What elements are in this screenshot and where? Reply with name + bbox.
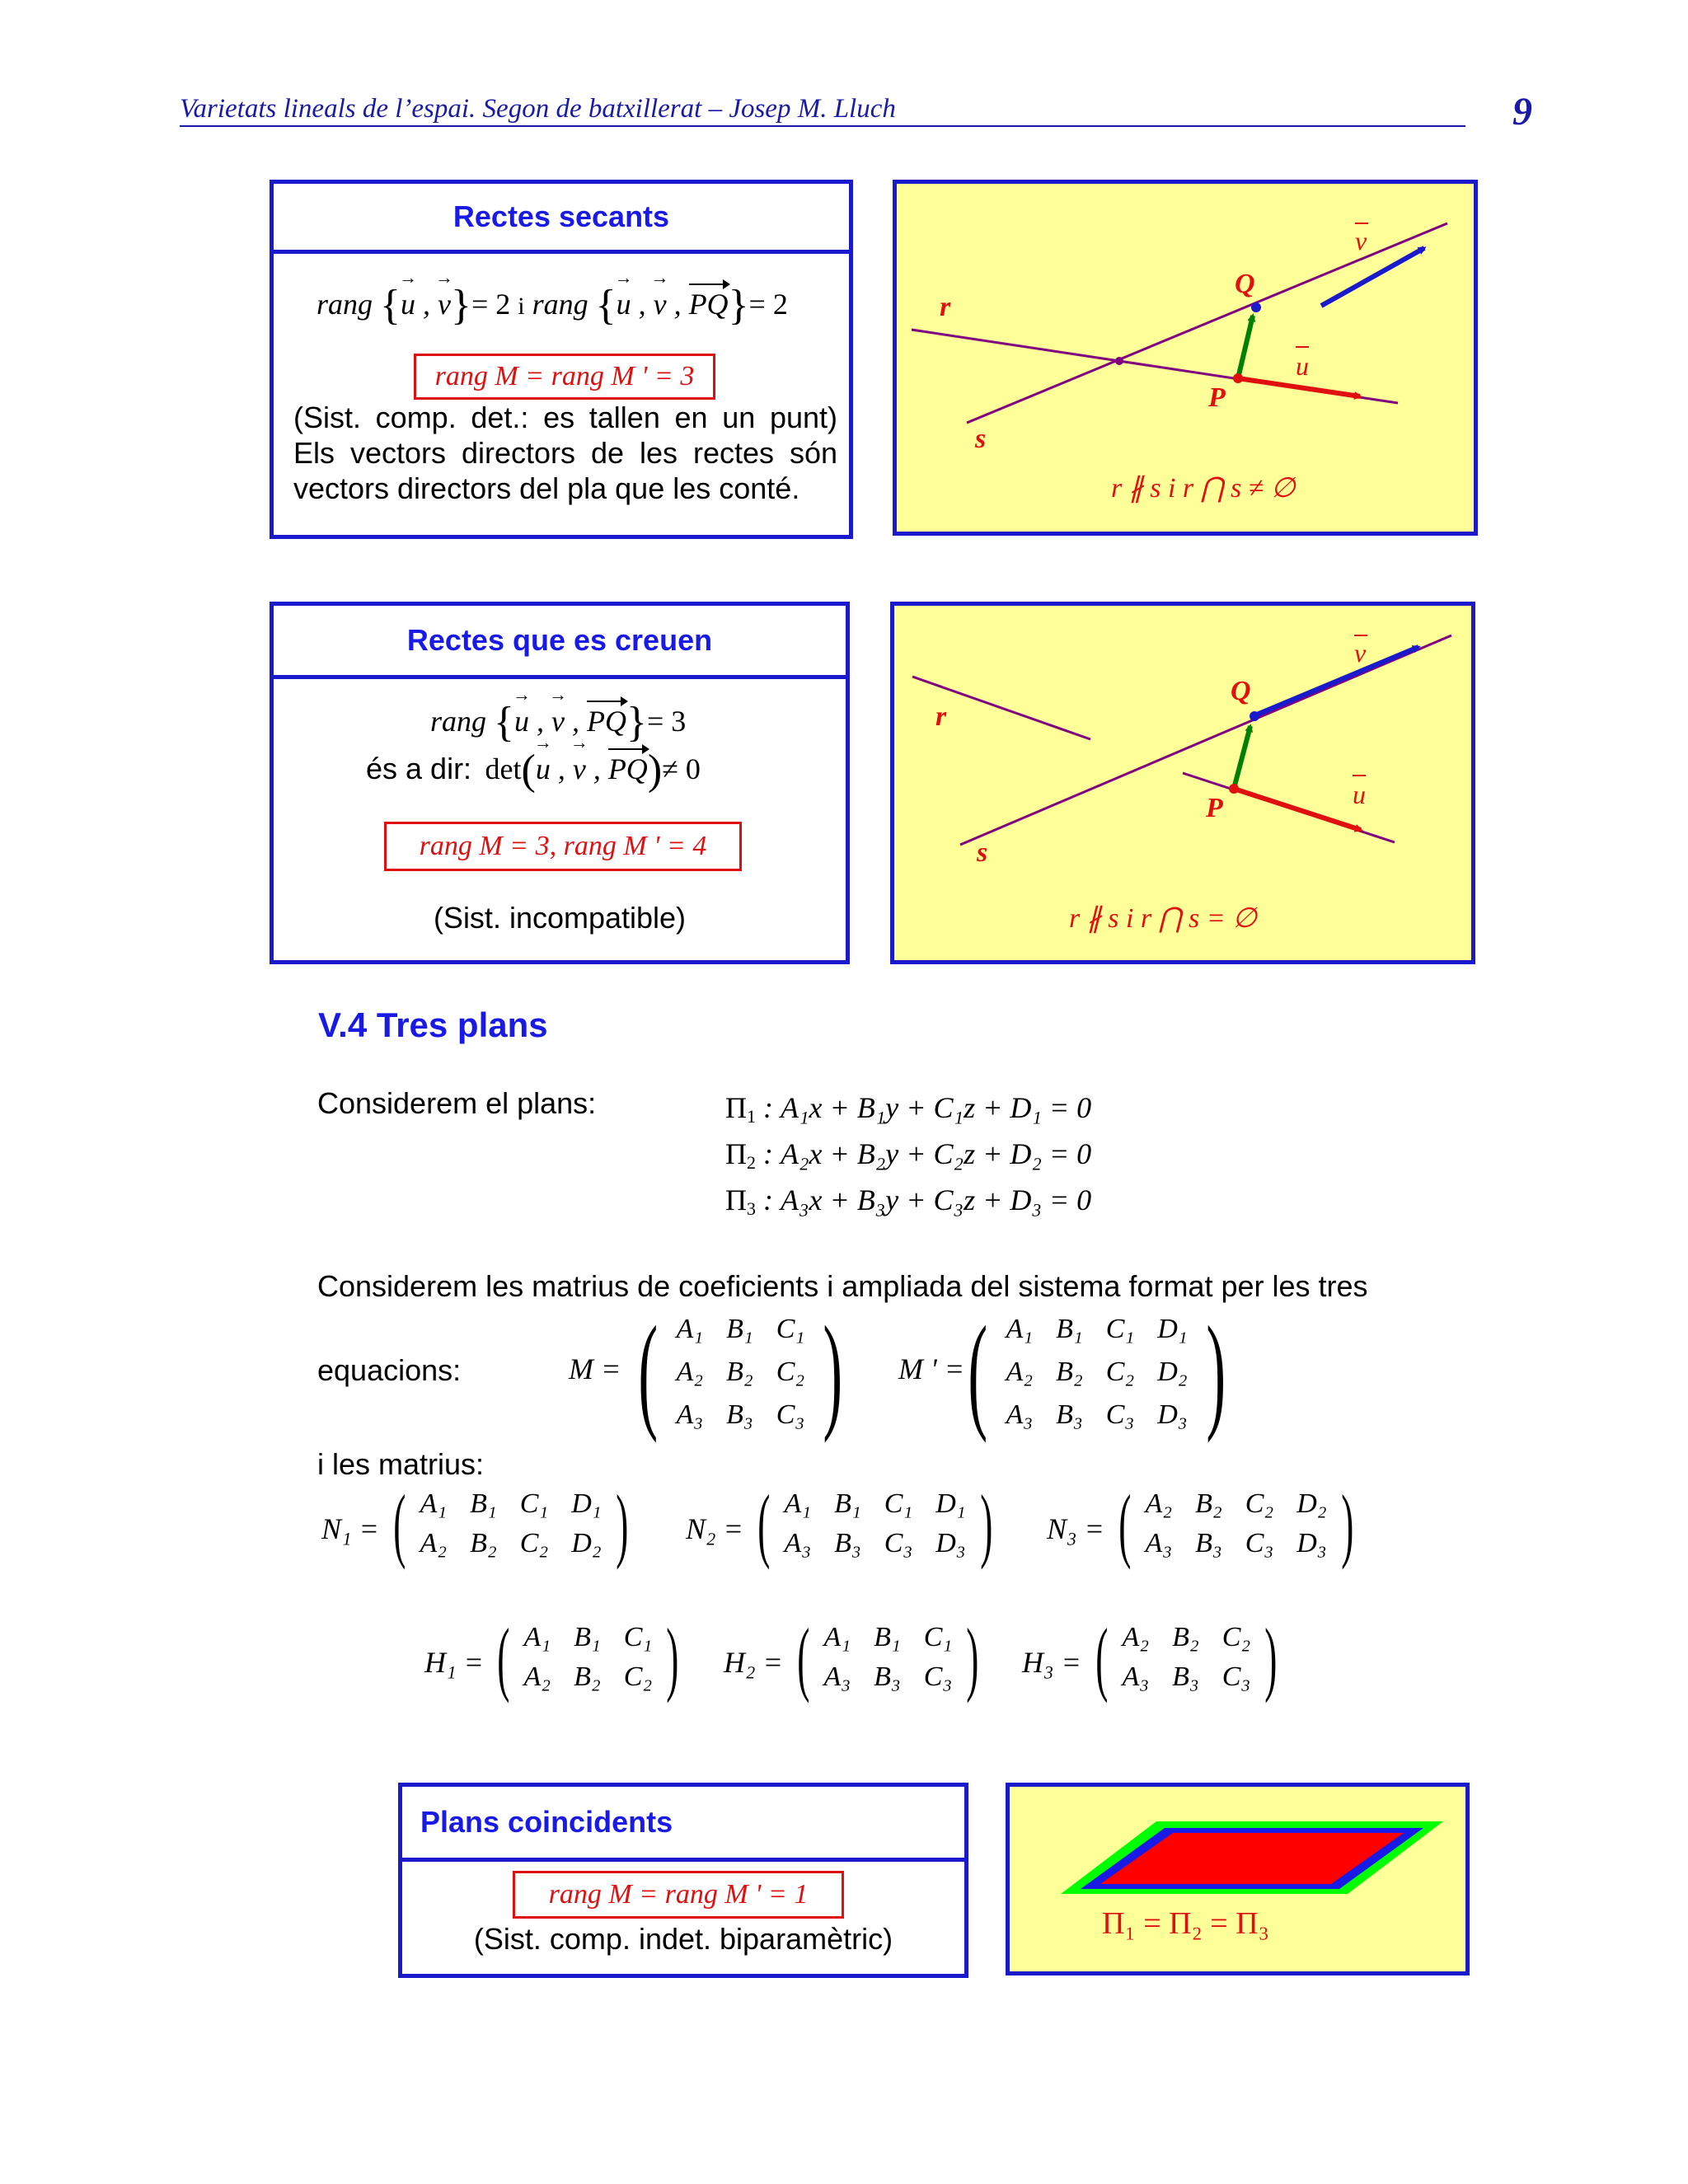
matrix-cell: C₁ xyxy=(884,1488,913,1519)
Mp-label: M ' = xyxy=(898,1352,964,1385)
matrix-cell: C₂ xyxy=(1245,1488,1274,1519)
matrix-cell: A₂ xyxy=(1006,1357,1034,1387)
matrix-cell: B₂ xyxy=(1172,1622,1199,1652)
secants-title: Rectes secants xyxy=(274,184,849,254)
matrix-cell: A₃ xyxy=(784,1528,812,1558)
planes-intro: Considerem el plans: xyxy=(317,1086,597,1120)
rang-word: rang xyxy=(532,288,588,321)
matrix-cell: B₂ xyxy=(726,1357,753,1387)
plane-equations xyxy=(725,1085,1091,1223)
vector-pq: PQ xyxy=(689,284,729,321)
matrix-left-paren: ( xyxy=(1095,1611,1109,1704)
vector-v: → v xyxy=(438,287,451,321)
vector-v-arrow xyxy=(1321,248,1424,306)
matrix-cell: D₂ xyxy=(1296,1488,1327,1519)
matrix-cell: C₂ xyxy=(1221,1622,1251,1652)
secants-diagram xyxy=(897,184,1474,532)
header-title: Varietats lineals de l’espai. Segon de batxillerat – Josep M. Lluch xyxy=(180,94,896,124)
label-v: v xyxy=(1354,638,1367,668)
matrix-cell: B₂ xyxy=(470,1528,497,1558)
matrix-H2 xyxy=(790,1611,987,1704)
matrix-cell: A₁ xyxy=(1006,1314,1034,1344)
N2-label: N₂ = xyxy=(686,1512,743,1545)
matrix-left-paren: ( xyxy=(797,1611,810,1704)
matrix-cell: C₁ xyxy=(776,1314,805,1344)
matrix-cell: D₂ xyxy=(1157,1357,1188,1387)
plane-eq-1: $\Pi_1$ : A₁x + B₁y + C₁z + D₁ = 0 xyxy=(725,1091,1092,1127)
label-r: r xyxy=(940,292,951,322)
matrix-right-paren: ) xyxy=(979,1478,992,1570)
matrix-right-paren: ) xyxy=(666,1611,679,1704)
vector-v: → v xyxy=(573,752,586,786)
vector-u: → u xyxy=(617,287,631,321)
creuen-title: Rectes que es creuen xyxy=(274,606,846,679)
matrix-right-paren: ) xyxy=(1264,1611,1278,1704)
rang-word: rang xyxy=(430,705,487,738)
coincident-planes-diagram xyxy=(1010,1787,1465,1971)
vector-pq: PQ xyxy=(587,701,626,738)
plane-eq-3: $\Pi_3$ : A₃x + B₃y + C₃z + D₃ = 0 xyxy=(725,1183,1092,1219)
vector-u-arrow xyxy=(1234,789,1361,830)
coincidents-note: (Sist. comp. indet. biparamètric) xyxy=(473,1922,893,1956)
matrix-cell: B₃ xyxy=(1172,1661,1199,1692)
intersection-point xyxy=(1115,357,1123,365)
matrix-cell: B₃ xyxy=(874,1661,901,1692)
matrix-right-paren: ) xyxy=(1206,1300,1226,1444)
matrix-right-paren: ) xyxy=(823,1300,843,1444)
matrix-cell: B₁ xyxy=(574,1622,601,1652)
matrix-cell: D₁ xyxy=(1157,1314,1188,1344)
vector-u: → u xyxy=(514,704,529,738)
matrices-text: Considerem les matrius de coeficients i ampliada del sistema format per les tres xyxy=(317,1269,1368,1303)
matrix-left-paren: ( xyxy=(497,1611,510,1704)
coincidents-title: Plans coincidents xyxy=(402,1787,964,1862)
matrix-cell: A₃ xyxy=(823,1661,851,1692)
matrix-cell: C₃ xyxy=(1221,1661,1251,1692)
vector-v-arrow xyxy=(1257,647,1418,715)
label-v: v xyxy=(1355,226,1367,255)
matrix-Mp xyxy=(956,1300,1237,1444)
matrix-cell: D₂ xyxy=(571,1528,602,1558)
matrix-cell: C₂ xyxy=(1105,1357,1135,1387)
vector-u: → u xyxy=(536,752,551,786)
coincidents-caption: Π₁ = Π₂ = Π₃ xyxy=(1102,1906,1269,1941)
matrix-cell: D₃ xyxy=(1296,1528,1327,1558)
matrix-left-paren: ( xyxy=(393,1478,406,1570)
matrix-cell: B₂ xyxy=(574,1661,601,1692)
secants-description: (Sist. comp. det.: es tallen en un punt) Els vectors directors de les rectes són vectors directors del pla que les conté. xyxy=(293,401,837,505)
matrix-N1 xyxy=(386,1480,635,1568)
matrix-cell: D₃ xyxy=(935,1528,966,1558)
creuen-diagram xyxy=(894,606,1471,960)
point-q xyxy=(1250,711,1259,721)
N3-label: N₃ = xyxy=(1047,1512,1104,1545)
matrix-cell: C₃ xyxy=(1105,1399,1135,1430)
matrix-cell: B₁ xyxy=(726,1314,753,1344)
matrix-cell: A₃ xyxy=(1122,1661,1150,1692)
point-p xyxy=(1233,373,1243,383)
matrix-cell: A₂ xyxy=(420,1528,448,1558)
matrix-cell: C₂ xyxy=(519,1528,549,1558)
les-matrius: i les matrius: xyxy=(317,1447,485,1481)
matrix-cell: A₂ xyxy=(1122,1622,1150,1652)
H3-label: H₃ = xyxy=(1022,1646,1081,1679)
det-neq: ≠ 0 xyxy=(662,752,701,785)
vector-v: → v xyxy=(551,704,565,738)
creuen-rank-box: rang M = 3, rang M ' = 4 xyxy=(384,822,742,871)
matrix-cell: B₁ xyxy=(874,1622,901,1652)
matrix-H1 xyxy=(490,1611,687,1704)
label-q: Q xyxy=(1235,269,1255,299)
matrix-left-paren: ( xyxy=(757,1478,771,1570)
matrix-cell: D₁ xyxy=(935,1488,966,1519)
matrix-cell: C₁ xyxy=(623,1622,653,1652)
matrix-left-paren: ( xyxy=(968,1300,988,1444)
label-u: u xyxy=(1296,351,1309,381)
page-number: 9 xyxy=(1512,90,1532,134)
creuen-caption: r ∦ s i r ⋂ s = ∅ xyxy=(1069,903,1257,934)
matrix-cell: B₃ xyxy=(726,1399,753,1430)
label-s: s xyxy=(975,424,987,454)
M-label: M = xyxy=(569,1352,621,1385)
matrix-cell: B₃ xyxy=(1195,1528,1222,1558)
coincidents-rank-box: rang M = rang M ' = 1 xyxy=(513,1871,844,1919)
section-heading: V.4 Tres plans xyxy=(318,1005,548,1044)
det-word: det xyxy=(485,752,522,785)
matrix-cell: C₂ xyxy=(623,1661,653,1692)
vector-pq: PQ xyxy=(608,748,648,786)
rank-equals: = 2 xyxy=(471,288,511,321)
matrix-right-paren: ) xyxy=(1340,1478,1353,1570)
matrix-N3 xyxy=(1111,1480,1361,1568)
matrix-cell: A₁ xyxy=(823,1622,851,1652)
label-r: r xyxy=(935,701,947,732)
matrix-left-paren: ( xyxy=(638,1300,659,1444)
matrix-cell: B₁ xyxy=(834,1488,861,1519)
matrix-cell: B₃ xyxy=(1056,1399,1083,1430)
matrix-cell: C₁ xyxy=(519,1488,549,1519)
secants-rank-line: rang {→ u , → v}= 2 i rang {→ u , → v , PQ}= 2 xyxy=(316,281,788,330)
matrix-cell: B₂ xyxy=(1195,1488,1222,1519)
matrix-cell: C₁ xyxy=(1105,1314,1135,1344)
N1-label: N₁ = xyxy=(321,1512,379,1545)
and-word: i xyxy=(518,293,525,320)
matrix-cell: C₁ xyxy=(923,1622,953,1652)
secants-box xyxy=(270,180,853,539)
vector-u: → u xyxy=(401,287,415,321)
rang-word: rang xyxy=(316,288,373,321)
plane-eq-2: $\Pi_2$ : A₂x + B₂y + C₂z + D₂ = 0 xyxy=(725,1137,1092,1173)
secants-rank-box: rang M = rang M ' = 3 xyxy=(414,354,715,400)
matrix-cell: A₂ xyxy=(676,1357,704,1387)
H2-label: H₂ = xyxy=(724,1646,783,1679)
matrix-M xyxy=(626,1300,855,1444)
label-q: Q xyxy=(1231,676,1251,706)
matrix-cell: A₁ xyxy=(523,1622,551,1652)
H1-label: H₁ = xyxy=(424,1646,484,1679)
matrix-cell: D₃ xyxy=(1157,1399,1188,1430)
matrix-cell: A₂ xyxy=(1145,1488,1173,1519)
matrix-H3 xyxy=(1088,1611,1285,1704)
vector-v: → v xyxy=(654,287,667,321)
vector-pq-arrow xyxy=(1238,316,1253,378)
creuen-det-line: és a dir: det(→ u , → v , PQ)≠ 0 xyxy=(366,746,701,794)
point-p xyxy=(1229,784,1239,794)
vector-u-arrow xyxy=(1238,378,1360,396)
matrix-cell: A₃ xyxy=(676,1399,704,1430)
secants-figure xyxy=(893,180,1478,536)
es-a-dir: és a dir: xyxy=(366,752,472,785)
matrix-left-paren: ( xyxy=(1118,1478,1132,1570)
coincidents-figure xyxy=(1006,1783,1470,1975)
matrix-cell: A₃ xyxy=(1145,1528,1173,1558)
matrix-cell: A₂ xyxy=(523,1661,551,1692)
matrix-cell: C₃ xyxy=(923,1661,953,1692)
coincidents-box xyxy=(398,1783,968,1978)
matrix-cell: A₃ xyxy=(1006,1399,1034,1430)
creuen-figure xyxy=(890,602,1475,964)
matrix-cell: A₁ xyxy=(784,1488,812,1519)
matrix-cell: C₃ xyxy=(884,1528,913,1558)
matrix-cell: A₁ xyxy=(420,1488,448,1519)
matrix-cell: C₃ xyxy=(1245,1528,1274,1558)
point-q xyxy=(1251,302,1261,312)
label-p: P xyxy=(1206,793,1223,823)
creuen-box xyxy=(270,602,850,964)
matrix-cell: C₂ xyxy=(776,1357,805,1387)
matrix-cell: B₁ xyxy=(1056,1314,1083,1344)
matrix-N2 xyxy=(750,1480,1000,1568)
line-s xyxy=(967,223,1447,423)
label-u: u xyxy=(1353,780,1366,809)
rank-equals: = 3 xyxy=(646,705,687,738)
equacions-label: equacions: xyxy=(317,1353,462,1387)
matrix-cell: A₁ xyxy=(676,1314,704,1344)
matrix-right-paren: ) xyxy=(615,1478,628,1570)
rank-equals: = 2 xyxy=(748,288,788,321)
vector-pq-arrow xyxy=(1234,726,1250,789)
label-p: P xyxy=(1208,382,1226,413)
matrix-right-paren: ) xyxy=(966,1611,979,1704)
matrix-cell: B₃ xyxy=(834,1528,861,1558)
matrix-cell: D₁ xyxy=(571,1488,602,1519)
page-header xyxy=(180,92,1465,127)
secants-caption: r ∦ s i r ⋂ s ≠ ∅ xyxy=(1111,473,1296,504)
creuen-rank-line: rang {→ u , → v , PQ}= 3 xyxy=(430,698,686,747)
matrix-cell: B₁ xyxy=(470,1488,497,1519)
creuen-note: (Sist. incompatible) xyxy=(433,901,687,935)
matrix-cell: C₃ xyxy=(776,1399,805,1430)
matrix-cell: B₂ xyxy=(1056,1357,1083,1387)
label-s: s xyxy=(977,837,988,868)
